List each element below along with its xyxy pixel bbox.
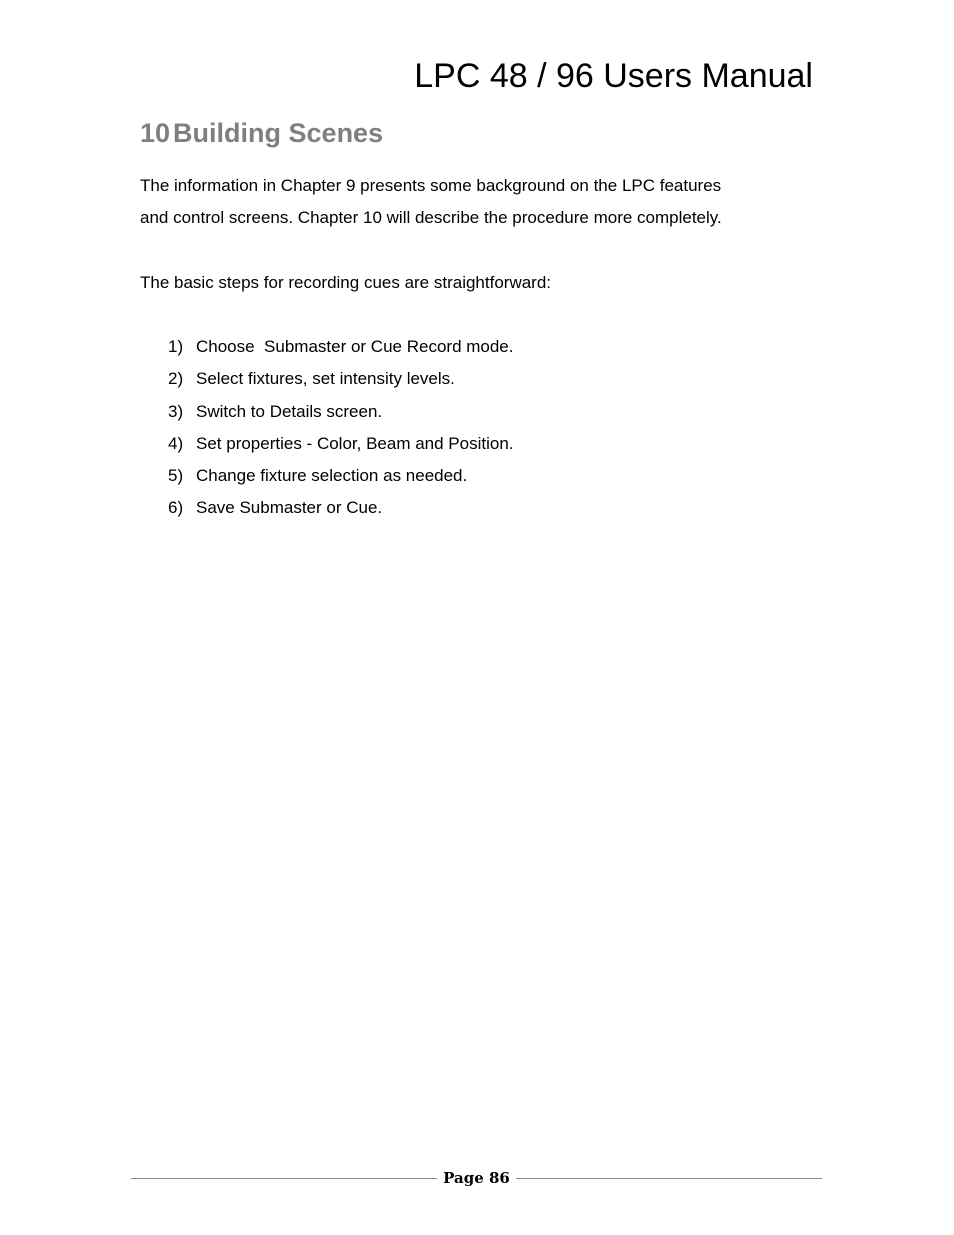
step-text: Save Submaster or Cue. xyxy=(196,498,383,518)
chapter-heading xyxy=(140,115,383,151)
list-item xyxy=(168,396,514,428)
step-number: 3) xyxy=(168,401,184,421)
step-text: Switch to Details screen. xyxy=(196,401,383,421)
step-text: Set properties - Color, Beam and Position. xyxy=(196,433,514,453)
step-number: 5) xyxy=(168,466,184,486)
step-number: 2) xyxy=(168,369,184,389)
document-header-title: LPC 48 / 96 Users Manual xyxy=(414,57,813,95)
list-item xyxy=(168,492,514,524)
intro-paragraph-line-1: The information in Chapter 9 presents some background on the LPC features xyxy=(140,176,722,195)
step-number: 6) xyxy=(168,498,184,518)
recording-steps-list xyxy=(168,331,514,525)
step-text: Select fixtures, set intensity levels. xyxy=(196,369,455,389)
list-item xyxy=(168,460,514,492)
page-footer xyxy=(131,1166,822,1192)
intro-paragraph-line-2: and control screens. Chapter 10 will describe the procedure more completely. xyxy=(140,208,722,227)
intro-paragraph xyxy=(140,170,722,234)
step-number: 4) xyxy=(168,433,184,453)
list-item xyxy=(168,331,514,363)
step-text: Choose Submaster or Cue Record mode. xyxy=(196,337,514,356)
list-item xyxy=(168,363,514,395)
steps-intro-paragraph: The basic steps for recording cues are straightforward: xyxy=(140,273,552,292)
chapter-number: 10 xyxy=(140,118,171,148)
step-text: Change fixture selection as needed. xyxy=(196,466,468,486)
list-item xyxy=(168,428,514,460)
step-number: 1) xyxy=(168,337,184,356)
page-number: Page 86 xyxy=(443,1169,510,1187)
chapter-title: Building Scenes xyxy=(173,118,384,148)
footer-rule-right xyxy=(516,1178,822,1179)
